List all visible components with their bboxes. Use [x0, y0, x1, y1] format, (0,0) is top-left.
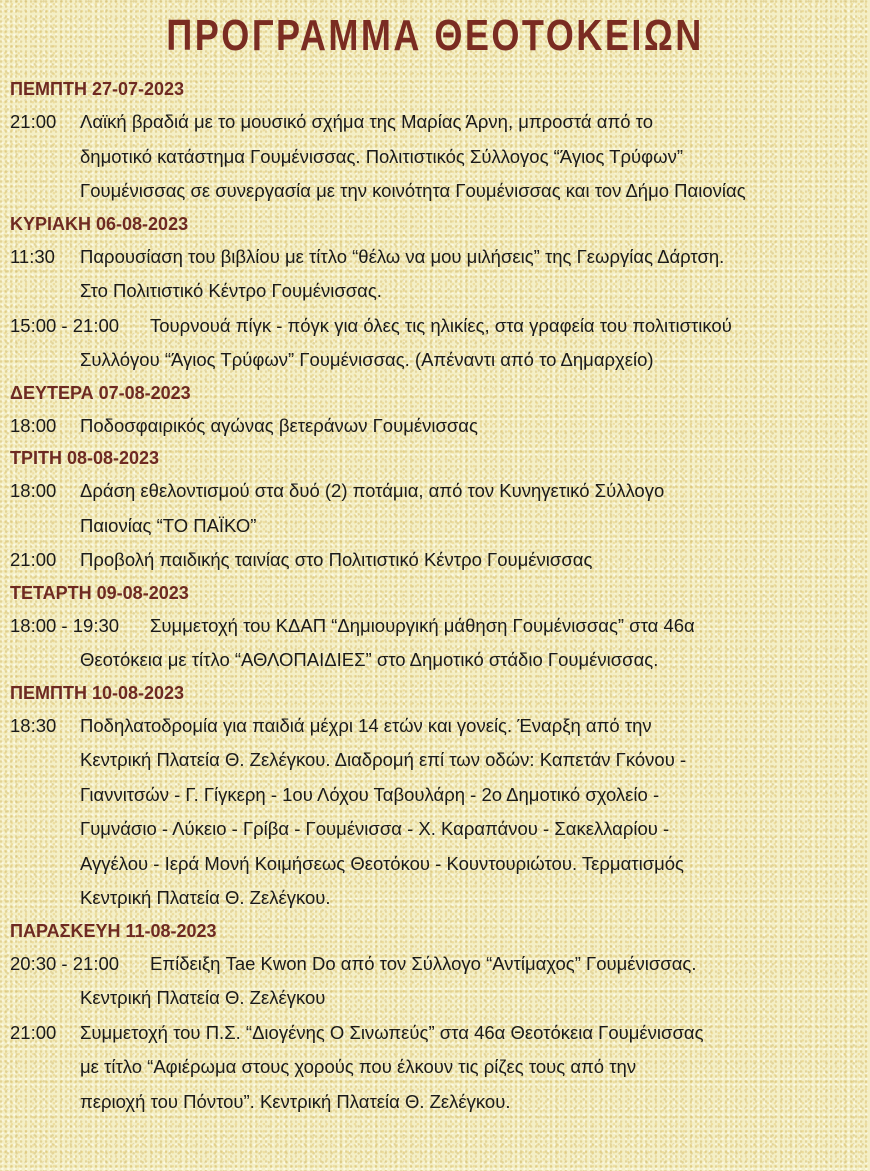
event-description-line: δημοτικό κατάστημα Γουμένισσας. Πολιτιστικός Σύλλογος “Άγιος Τρύφων” [80, 145, 683, 167]
event-item [0, 309, 870, 378]
event-description-line: Τουρνουά πίγκ - πόγκ για όλες τις ηλικίες, στα γραφεία του πολιτιστικού [150, 314, 732, 336]
event-description [80, 309, 870, 378]
schedule [0, 74, 870, 1119]
event-description-line: Συμμετοχή του ΚΔΑΠ “Δημιουργική μάθηση Γουμένισσας” στα 46α [150, 614, 695, 636]
event-time: 15:00 - 21:00 [10, 314, 120, 336]
event-description-line: Ποδηλατοδρομία για παιδιά μέχρι 14 ετών και γονείς. Έναρξη από την [80, 714, 652, 736]
event-description-line: Κεντρική Πλατεία Θ. Ζελέγκου. [80, 887, 331, 908]
day-header: ΔΕΥΤΕΡΑ 07-08-2023 [10, 382, 191, 403]
event-description-line: Ποδοσφαιρικός αγώνας βετεράνων Γουμένισσας [80, 414, 478, 436]
event-description [80, 709, 870, 916]
event-description-line: Προβολή παιδικής ταινίας στο Πολιτιστικό Κέντρο Γουμένισσας [80, 549, 593, 570]
event-description [80, 240, 870, 309]
day-header: ΠΑΡΑΣΚΕΥΗ 11-08-2023 [10, 920, 217, 941]
event-item [0, 474, 870, 543]
event-description-line: Αγγέλου - Ιερά Μονή Κοιμήσεως Θεοτόκου - Κουντουριώτου. Τερματισμός [80, 852, 684, 874]
event-time: 21:00 [10, 1021, 57, 1043]
event-description-line: Γιαννιτσών - Γ. Γίγκερη - 1ου Λόχου Ταβουλάρη - 2ο Δημοτικό σχολείο - [80, 783, 660, 805]
event-description-line: Επίδειξη Tae Kwon Do από τον Σύλλογο “Αντίμαχος” Γουμένισσας. [150, 952, 697, 974]
event-item [0, 947, 870, 1016]
event-description [80, 1016, 870, 1120]
event-item [0, 240, 870, 309]
day-header: ΚΥΡΙΑΚΗ 06-08-2023 [10, 213, 189, 234]
event-time: 21:00 [10, 111, 57, 132]
event-time: 18:00 [10, 480, 57, 501]
event-description [80, 474, 870, 543]
event-time: 18:00 - 19:30 [10, 614, 120, 636]
event-description-line: Γυμνάσιο - Λύκειο - Γρίβα - Γουμένισσα - Χ. Καραπάνου - Σακελλαρίου - [80, 818, 670, 839]
event-description-line: Κεντρική Πλατεία Θ. Ζελέγκου. Διαδρομή επί των οδών: Καπετάν Γκόνου - [80, 749, 687, 770]
day-header: ΤΡΙΤΗ 08-08-2023 [10, 448, 160, 468]
event-description-line: Κεντρική Πλατεία Θ. Ζελέγκου [80, 987, 326, 1008]
event-description [80, 105, 870, 209]
event-description [80, 409, 870, 444]
event-time: 11:30 [10, 245, 55, 267]
page-title: ΠΡΟΓΡΑΜΜΑ ΘΕΟΤΟΚΕΙΩΝ [166, 11, 704, 60]
event-description-line: Παιονίας “ΤΟ ΠΑΪΚΟ” [80, 514, 257, 536]
event-item [0, 409, 870, 444]
event-description-line: με τίτλο “Αφιέρωμα στους χορούς που έλκουν τις ρίζες τους από την [80, 1056, 637, 1077]
event-description-line: Στο Πολιτιστικό Κέντρο Γουμένισσας. [80, 280, 382, 301]
event-time: 20:30 - 21:00 [10, 952, 120, 974]
event-description [80, 543, 870, 578]
event-description [80, 947, 870, 1016]
event-item [0, 1016, 870, 1120]
event-item [0, 105, 870, 209]
event-item [0, 609, 870, 678]
event-item [0, 709, 870, 916]
event-time: 18:00 [10, 414, 57, 436]
event-time: 21:00 [10, 549, 57, 570]
event-description [80, 609, 870, 678]
event-item [0, 543, 870, 578]
event-description-line: Συμμετοχή του Π.Σ. “Διογένης Ο Σινωπεύς” στα 46α Θεοτόκεια Γουμένισσας [80, 1021, 704, 1043]
event-time: 18:30 [10, 714, 57, 736]
event-description-line: Παρουσίαση του βιβλίου με τίτλο “θέλω να μου μιλήσεις” της Γεωργίας Δάρτση. [80, 245, 725, 267]
event-description-line: Γουμένισσας σε συνεργασία με την κοινότητα Γουμένισσας και τον Δήμο Παιονίας [80, 180, 746, 201]
event-description-line: Λαϊκή βραδιά με το μουσικό σχήμα της Μαρίας Άρνη, μπροστά από το [80, 111, 653, 132]
day-header: ΠΕΜΠΤΗ 10-08-2023 [10, 682, 185, 703]
day-header: ΤΕΤΑΡΤΗ 09-08-2023 [10, 582, 189, 603]
day-header: ΠΕΜΠΤΗ 27-07-2023 [10, 79, 185, 99]
event-description-line: περιοχή του Πόντου”. Κεντρική Πλατεία Θ. Ζελέγκου. [80, 1090, 511, 1112]
event-description-line: Συλλόγου “Άγιος Τρύφων” Γουμένισσας. (Απέναντι από το Δημαρχείο) [80, 349, 654, 370]
event-description-line: Θεοτόκεια με τίτλο “ΑΘΛΟΠΑΙΔΙΕΣ” στο Δημοτικό στάδιο Γουμένισσας. [80, 649, 659, 670]
event-description-line: Δράση εθελοντισμού στα δυό (2) ποτάμια, από τον Κυνηγετικό Σύλλογο [80, 480, 665, 501]
